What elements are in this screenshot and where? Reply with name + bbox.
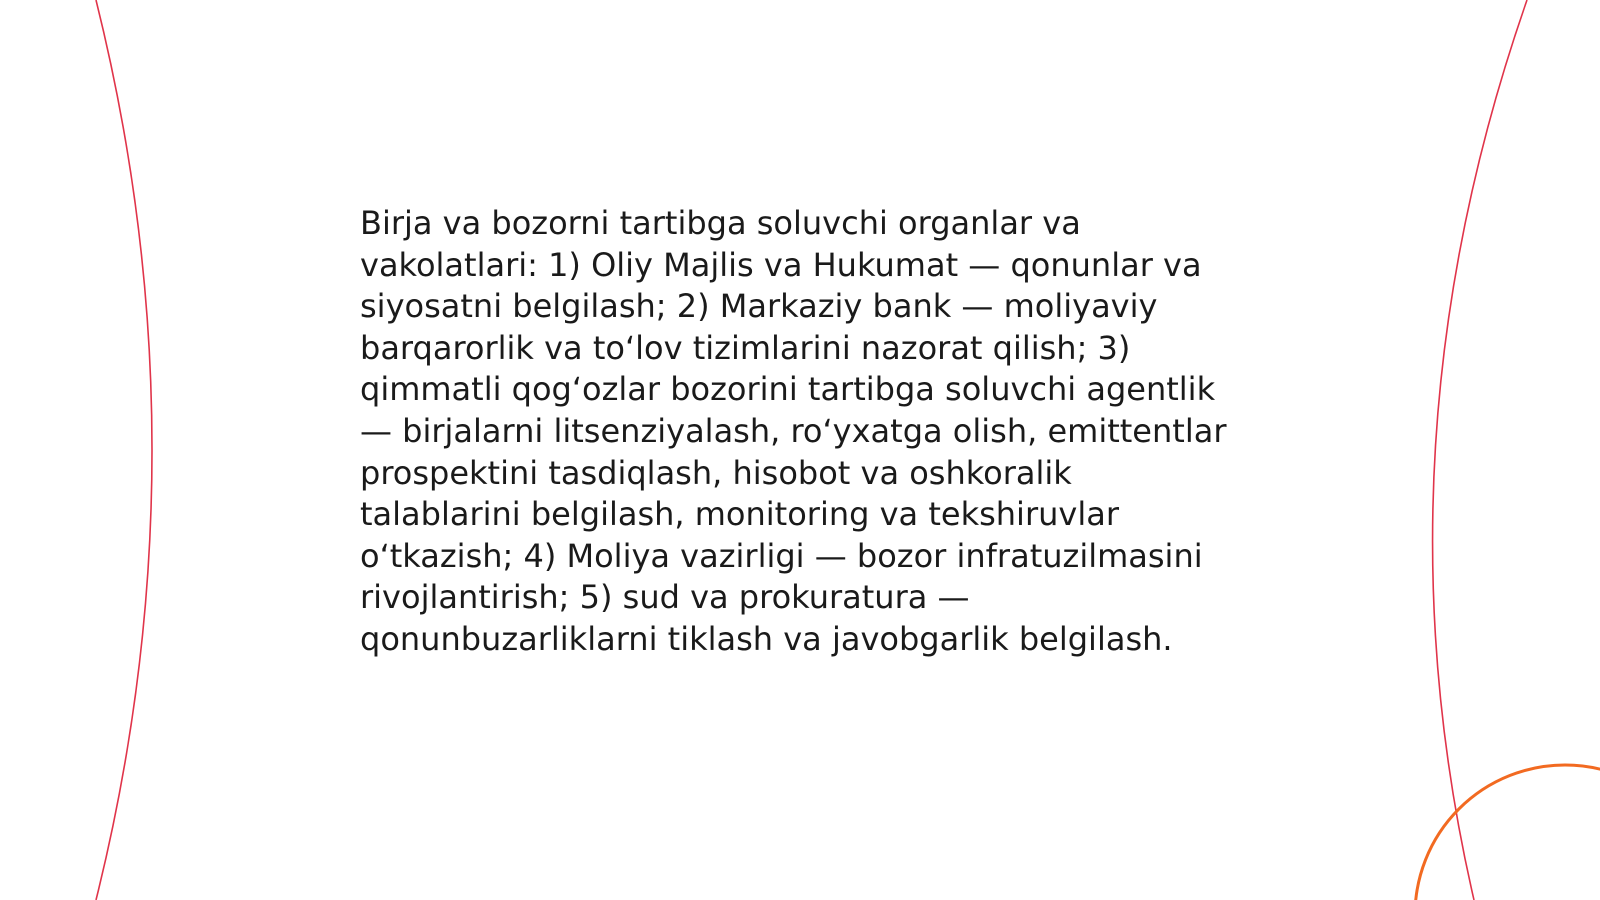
left-curve-line (96, 0, 152, 900)
slide-body-text: Birja va bozorni tartibga soluvchi organlar va vakolatlari: 1) Oliy Majlis va Hukumat — qonunlar va siyosatni belgilash; 2) Markaziy bank — moliyaviy barqarorlik va to‘lov tizimlarini nazorat qilish; 3) qimmatli qog‘ozlar bozorini tartibga soluvchi agentlik — birjalarni litsenziyalash, ro‘yxatga olish, emittentlar prospektini tasdiqlash, hisobot va oshkoralik talablarini belgilash, monitoring va tekshiruvlar o‘tkazish; 4) Moliya vazirligi — bozor infratuzilmasini rivojlantirish; 5) sud va prokuratura — qonunbuzarliklarni tiklash va javobgarlik belgilash. (360, 204, 1227, 658)
orange-circle-outline (1415, 765, 1600, 900)
right-curve-line (1433, 0, 1527, 900)
